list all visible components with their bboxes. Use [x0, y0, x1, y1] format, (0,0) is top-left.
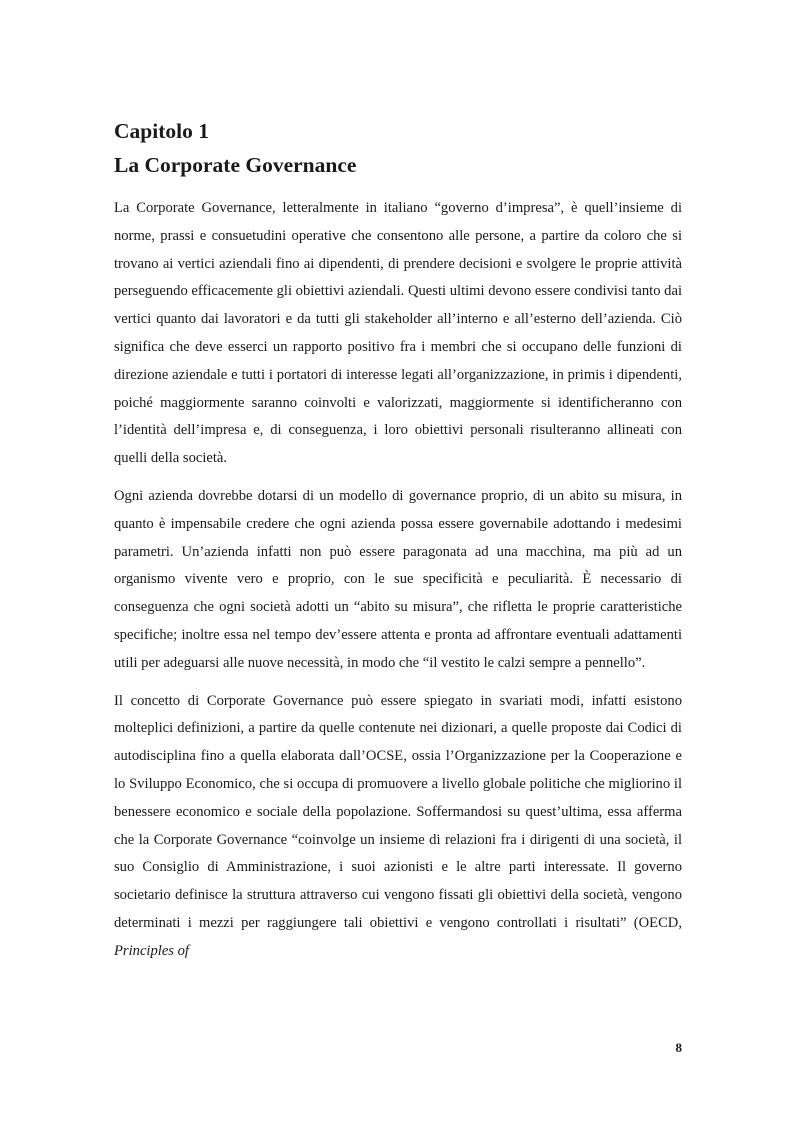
chapter-heading: [114, 114, 356, 182]
paragraph: Ogni azienda dovrebbe dotarsi di un modello di governance proprio, di un abito su misura, in quanto è impensabile credere che ogni azienda possa essere governabile adottando i medesimi parametri. Un’azienda infatti non può essere paragonata ad una macchina, ma più ad un organismo vivente vero e proprio, con le sue specificità e peculiarità. È necessario di conseguenza che ogni società adotti un “abito su misura”, che rifletta le proprie caratteristiche specifiche; inoltre essa nel tempo dev’essere attenta e pronta ad affrontare eventuali adattamenti utili per adeguarsi alle nuove necessità, in modo che “il vestito le calzi sempre a pennello”.: [114, 487, 682, 671]
chapter-title: La Corporate Governance: [114, 153, 357, 177]
chapter-number: Capitolo 1: [114, 119, 209, 143]
paragraph: [114, 688, 682, 966]
page-number: 8: [675, 1040, 682, 1055]
body-text: [114, 195, 682, 976]
paragraph-text: Il concetto di Corporate Governance può essere spiegato in svariati modi, infatti esistono molteplici definizioni, a partire da quelle contenute nei dizionari, a quelle proposte dai Codici di autodisciplina fino a quella elaborata dall’OCSE, ossia l’Organizzazione per la Cooperazione e lo Sviluppo Economico, che si occupa di promuovere a livello globale politiche che migliorino il benessere economico e sociale della popolazione. Soffermandosi su quest’ultima, essa afferma che la Corporate Governance “coinvolge un insieme di relazioni fra i dirigenti di una società, il suo Consiglio di Amministrazione, i suoi azionisti e le altre parti interessate. Il governo societario definisce la struttura attraverso cui vengono fissati gli obiettivi della società, vengono determinati i mezzi per raggiungere tali obiettivi e vengono controllati i risultati” (OECD,: [114, 692, 682, 931]
paragraph: La Corporate Governance, letteralmente in italiano “governo d’impresa”, è quell’insieme di norme, prassi e consuetudini operative che consentono alle persone, a partire da coloro che si trovano ai vertici aziendali fino ai dipendenti, di prendere decisioni e svolgere le proprie attività perseguendo efficacemente gli obiettivi aziendali. Questi ultimi devono essere condivisi tanto dai vertici quanto dai lavoratori e da tutti gli stakeholder all’interno e all’esterno dell’azienda. Ciò significa che deve esserci un rapporto positivo fra i membri che si occupano delle funzioni di direzione aziendale e tutti i portatori di interesse legati all’organizzazione, in primis i dipendenti, poiché maggiormente saranno coinvolti e valorizzati, maggiormente si identificheranno con l’identità dell’impresa e, di conseguenza, i loro obiettivi personali risulteranno allineati con quelli della società.: [114, 200, 682, 467]
italic-citation: Principles of: [114, 942, 189, 959]
